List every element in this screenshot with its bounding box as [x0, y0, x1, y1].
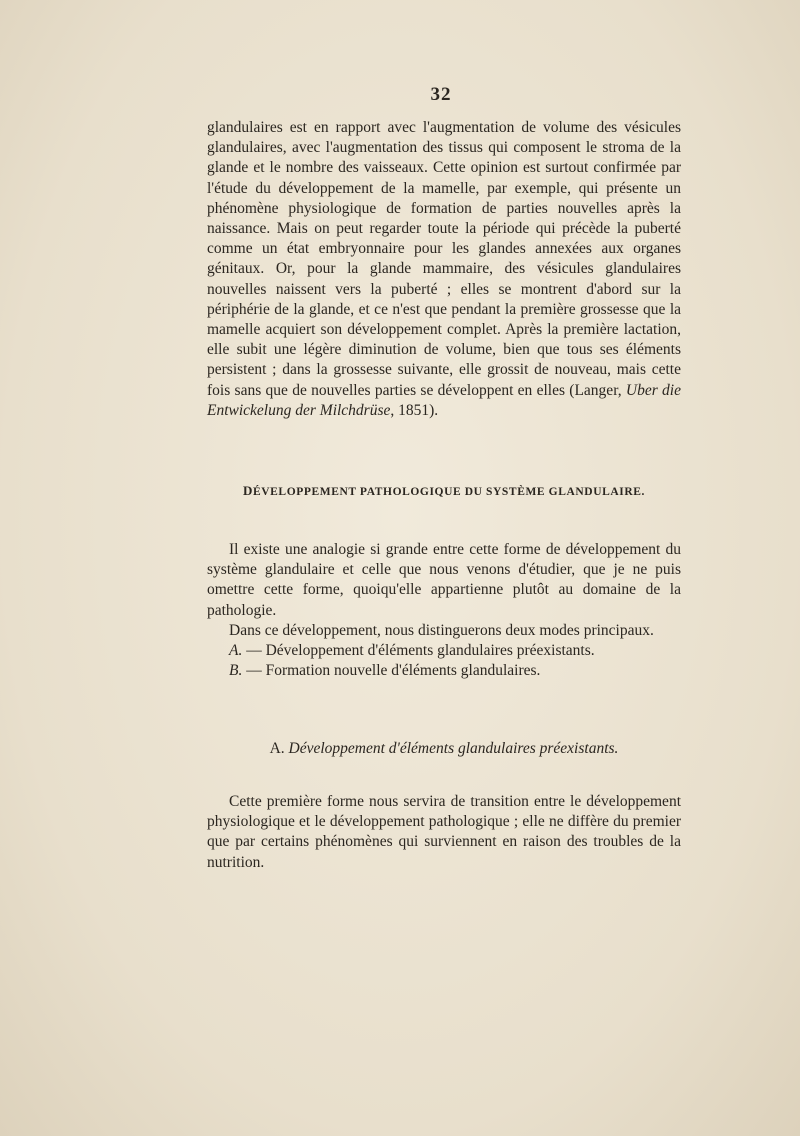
- section-heading: [207, 483, 681, 499]
- list-item-a-text: — Développement d'éléments glandulaires préexistants.: [242, 642, 595, 660]
- paragraph-2: Il existe une analogie si grande entre cette forme de développement du système glandulaire et celle que nous venons d'étudier, que je ne puis omettre cette forme, quoiqu'elle appartienne plutôt au domaine de la pathologie.: [207, 541, 681, 619]
- subsection-heading: [207, 740, 681, 758]
- page-number: 32: [430, 84, 452, 105]
- citation-year: , 1851).: [390, 401, 439, 419]
- section-heading-initial: D: [242, 483, 253, 498]
- subsection-heading-text: Développement d'éléments glandulaires préexistants.: [288, 740, 619, 757]
- list-item-b-text: — Formation nouvelle d'éléments glandulaires.: [242, 662, 541, 680]
- citation-title: Uber die Entwickelung der Milchdrüse: [207, 381, 681, 419]
- paragraph-1: [207, 118, 681, 421]
- section-heading-rest: ÉVELOPPEMENT PATHOLOGIQUE DU SYSTÈME GLANDULAIRE.: [252, 486, 646, 498]
- list-item-a: [207, 641, 681, 661]
- list-item-b: [207, 661, 681, 681]
- list-item-a-marker: A.: [229, 642, 243, 660]
- subsection-body: [207, 792, 681, 873]
- paragraph-1-text: glandulaires est en rapport avec l'augmentation de volume des vésicules glandulaires, avec l'augmentation des tissus qui composent le stroma de la glande et le nombre des vaisseaux. Cette opinion est surtout confirmée par l'étude du développement de la mamelle, par exemple, qui présente un phénomène physiologique de formation de parties nouvelles après la naissance. Mais on peut regarder toute la période qui précède la puberté comme un état embryonnaire pour les glandes annexées aux organes génitaux. Or, pour la glande mammaire, des vésicules glandulaires nouvelles naissent vers la puberté ; elles se montrent d'abord sur la périphérie de la glande, et ce n'est que pendant la première grossesse que la mamelle acquiert son développement complet. Après la première lactation, elle subit une légère diminution de volume, bien que tous ses éléments persistent ; dans la grossesse suivante, elle grossit de nouveau, mais cette fois sans que de nouvelles parties se développent en elles (Langer,: [207, 119, 681, 399]
- list-item-b-marker: B.: [229, 662, 243, 680]
- paragraph-3: Dans ce développement, nous distinguerons deux modes principaux.: [229, 621, 654, 639]
- paragraph-4: Cette première forme nous servira de transition entre le développement physiologique et le développement pathologique ; elle ne diffère du premier que par certains phénomènes qui surviennent en raison des troubles de la nutrition.: [207, 793, 681, 871]
- section-body: [207, 540, 681, 681]
- subsection-heading-marker: A.: [269, 740, 285, 757]
